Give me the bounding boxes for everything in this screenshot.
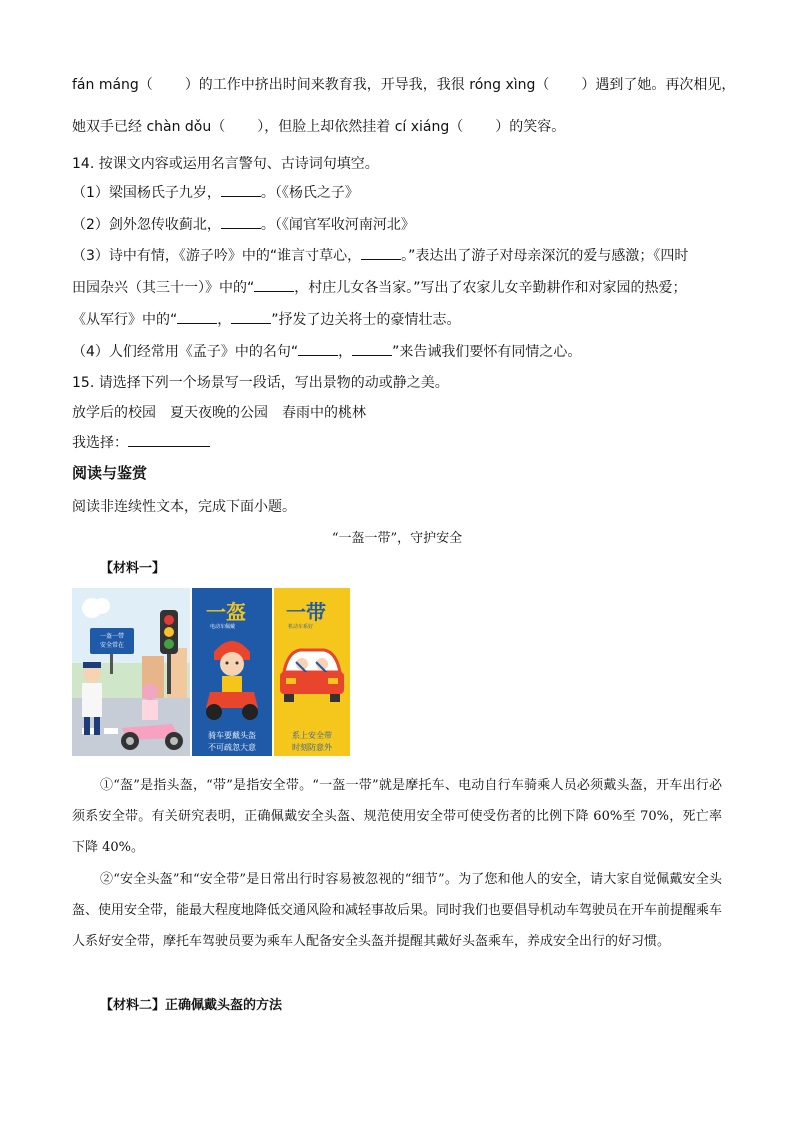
helmet-title: 一盔 — [206, 600, 246, 624]
q15-choose — [72, 432, 210, 452]
q14-text: ， — [217, 312, 232, 328]
paragraph-1: ①“盔”是指头盔，“带”是指安全带。“一盔一带”就是摩托车、电动自行车骑乘人员必须戴头盔，开车出行必须系安全带。有关研究表明，正确佩戴安全头盔、规范使用安全带可使受伤者的比例下降 60%至 70%，死亡率下降 40%。 — [72, 778, 722, 855]
belt-title: 一带 — [286, 600, 326, 624]
q14-text: 田园杂兴（其三十一）》中的“ — [72, 280, 255, 296]
q14-text: （4）人们经常用《孟子》中的名句“ — [72, 344, 299, 360]
q14-text: （1）梁国杨氏子九岁， — [72, 185, 221, 201]
traffic-scene-illustration — [72, 588, 190, 756]
pinyin-text: ）遇到了她。再次相见， — [581, 77, 736, 93]
pinyin-text: ）的笑容。 — [495, 119, 566, 135]
q15-stem: 15. 请选择下列一个场景写一段话，写出景物的动或静之美。 — [72, 375, 449, 391]
q14-text: （2）剑外忽传收蓟北， — [72, 217, 221, 233]
q14-stem: 14. 按课文内容或运用名言警句、古诗词句填空。 — [72, 156, 379, 172]
belt-caption-1: 系上安全带 — [292, 731, 332, 740]
car-seatbelt-icon — [274, 632, 350, 732]
helmet-rider-icon — [192, 630, 272, 730]
pinyin-line-1 — [72, 74, 735, 94]
pinyin-line-2 — [72, 116, 565, 136]
fill-blank[interactable] — [177, 309, 217, 324]
pinyin-text: ），但脸上却依然挂着 cí xiáng（ — [257, 119, 464, 135]
q14-text: ”抒发了边关将士的豪情壮志。 — [271, 312, 461, 328]
q14-text: ， — [338, 344, 353, 360]
q14-item-3b — [72, 277, 687, 297]
fill-blank[interactable] — [298, 341, 338, 356]
q14-item-1 — [72, 182, 359, 202]
q14-text: ，村庄儿女各当家。”写出了农家儿女辛勤耕作和对家园的热爱； — [294, 280, 687, 296]
pinyin-text: 她双手已经 chàn dǒu（ — [72, 119, 226, 135]
q14-text: 。（《闻官军收河南河北》 — [260, 217, 415, 233]
section-heading: 阅读与鉴赏 — [72, 464, 148, 482]
article-title: “一盔一带”，守护安全 — [331, 531, 463, 546]
fill-blank[interactable] — [231, 309, 271, 324]
poster-helmet-panel — [192, 588, 272, 756]
pinyin-text: ）的工作中挤出时间来教育我，开导我，我很 róng xìng（ — [184, 77, 550, 93]
section-intro: 阅读非连续性文本，完成下面小题。 — [72, 499, 296, 515]
q14-item-3a — [72, 245, 688, 265]
choose-blank[interactable] — [128, 432, 210, 447]
poster-sign-text: 一盔一带 安全常在 — [99, 633, 124, 649]
belt-small-caption: 机动车系好 — [288, 624, 314, 630]
helmet-small-caption: 电动车佩戴 — [210, 624, 236, 630]
fill-blank[interactable] — [254, 277, 294, 292]
paragraph-2: ②“安全头盔”和“安全带”是日常出行时容易被忽视的“细节”。为了您和他人的安全，请大家自觉佩戴安全头盔、使用安全带，能最大程度地降低交通风险和减轻事故后果。同时我们也要倡导机动车驾驶员在开车前提醒乘车人系好安全带，摩托车驾驶员要为乘车人配备安全头盔并提醒其戴好头盔乘车，养成安全出行的好习惯。 — [72, 872, 723, 949]
helmet-caption-2: 不可疏忽大意 — [208, 743, 256, 752]
q14-item-4 — [72, 341, 581, 361]
q14-text: 。（《杨氏之子》 — [260, 185, 359, 201]
q15-choose-label: 我选择： — [72, 435, 128, 451]
poster-belt-panel — [274, 588, 350, 756]
pinyin-text: fán máng（ — [72, 77, 153, 93]
q14-text: （3）诗中有情，《游子吟》中的“谁言寸草心， — [72, 248, 362, 264]
fill-blank[interactable] — [361, 245, 401, 260]
material-one-label: 【材料一】 — [100, 561, 166, 576]
material-two-label: 【材料二】正确佩戴头盔的方法 — [100, 998, 283, 1013]
q14-item-3c — [72, 309, 461, 329]
belt-caption-2: 时刻防意外 — [292, 743, 332, 752]
q14-item-2 — [72, 214, 415, 234]
fill-blank[interactable] — [221, 182, 261, 197]
poster-scene-panel — [72, 588, 190, 756]
fill-blank[interactable] — [352, 341, 392, 356]
q14-text: ”来告诫我们要怀有同情之心。 — [392, 344, 582, 360]
q14-text: 。”表达出了游子对母亲深沉的爱与感激；《四时 — [401, 248, 689, 264]
q14-text: 《从军行》中的“ — [72, 312, 178, 328]
fill-blank[interactable] — [221, 214, 261, 229]
helmet-caption-1: 骑车要戴头盔 — [208, 731, 256, 740]
q15-options: 放学后的校园 夏天夜晚的公园 春雨中的桃林 — [72, 405, 366, 421]
